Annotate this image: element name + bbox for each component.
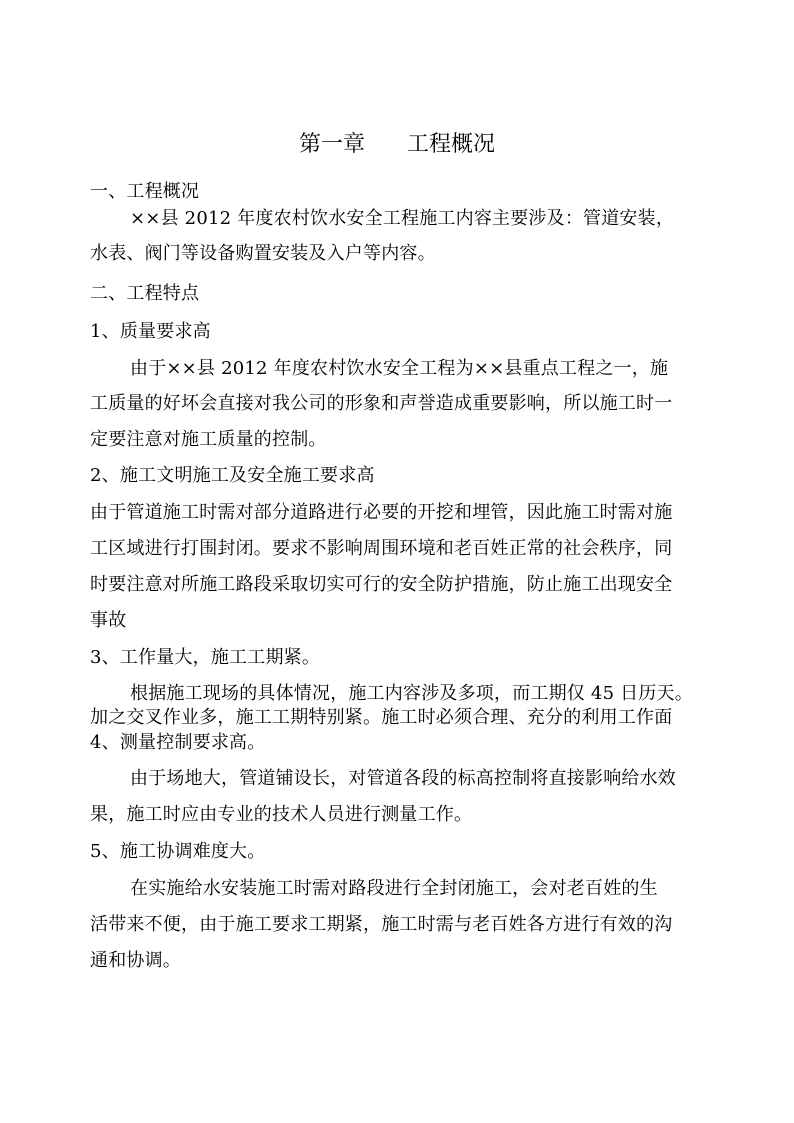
item-heading-survey: 4、测量控制要求高。 (90, 732, 266, 753)
paragraph-line: 加之交叉作业多，施工工期特别紧。施工时必须合理、充分的利用工作面 (90, 707, 673, 728)
item-heading-workload: 3、工作量大，施工工期紧。 (90, 647, 321, 668)
paragraph-line: 通和协调。 (90, 950, 181, 971)
paragraph-line: 在实施给水安装施工时需对路段进行全封闭施工，会对老百姓的生 (130, 878, 658, 899)
paragraph-line: ××县 2012 年度农村饮水安全工程施工内容主要涉及：管道安装， (130, 208, 675, 229)
paragraph-line: 水表、阀门等设备购置安装及入户等内容。 (90, 243, 436, 264)
paragraph-line: 活带来不便，由于施工要求工期紧，施工时需与老百姓各方进行有效的沟 (90, 914, 673, 935)
paragraph-line: 由于管道施工时需对部分道路进行必要的开挖和埋管，因此施工时需对施 (90, 502, 673, 523)
item-heading-coordination: 5、施工协调难度大。 (90, 841, 266, 862)
paragraph-line: 定要注意对施工质量的控制。 (90, 429, 327, 450)
paragraph-line: 果，施工时应由专业的技术人员进行测量工作。 (90, 804, 473, 825)
paragraph-line: 工质量的好坏会直接对我公司的形象和声誉造成重要影响，所以施工时一 (90, 393, 673, 414)
paragraph-line: 工区域进行打围封闭。要求不影响周围环境和老百姓正常的社会秩序，同 (90, 538, 673, 559)
item-heading-safety: 2、施工文明施工及安全施工要求高 (90, 465, 375, 486)
paragraph-line: 根据施工现场的具体情况，施工内容涉及多项，而工期仅 45 日历天。 (130, 683, 693, 704)
chapter-number: 第一章 (298, 132, 365, 157)
paragraph-line: 事故 (90, 610, 127, 631)
section-heading-features: 二、工程特点 (90, 283, 200, 304)
chapter-title (0, 130, 794, 160)
paragraph-line: 由于场地大，管道铺设长，对管道各段的标高控制将直接影响给水效 (130, 768, 676, 789)
item-heading-quality: 1、质量要求高 (90, 321, 211, 342)
chapter-name: 工程概况 (407, 132, 496, 157)
paragraph-line: 时要注意对所施工路段采取切实可行的安全防护措施，防止施工出现安全 (90, 574, 673, 595)
paragraph-line: 由于××县 2012 年度农村饮水安全工程为××县重点工程之一，施 (130, 358, 669, 379)
section-heading-overview: 一、工程概况 (90, 181, 200, 202)
